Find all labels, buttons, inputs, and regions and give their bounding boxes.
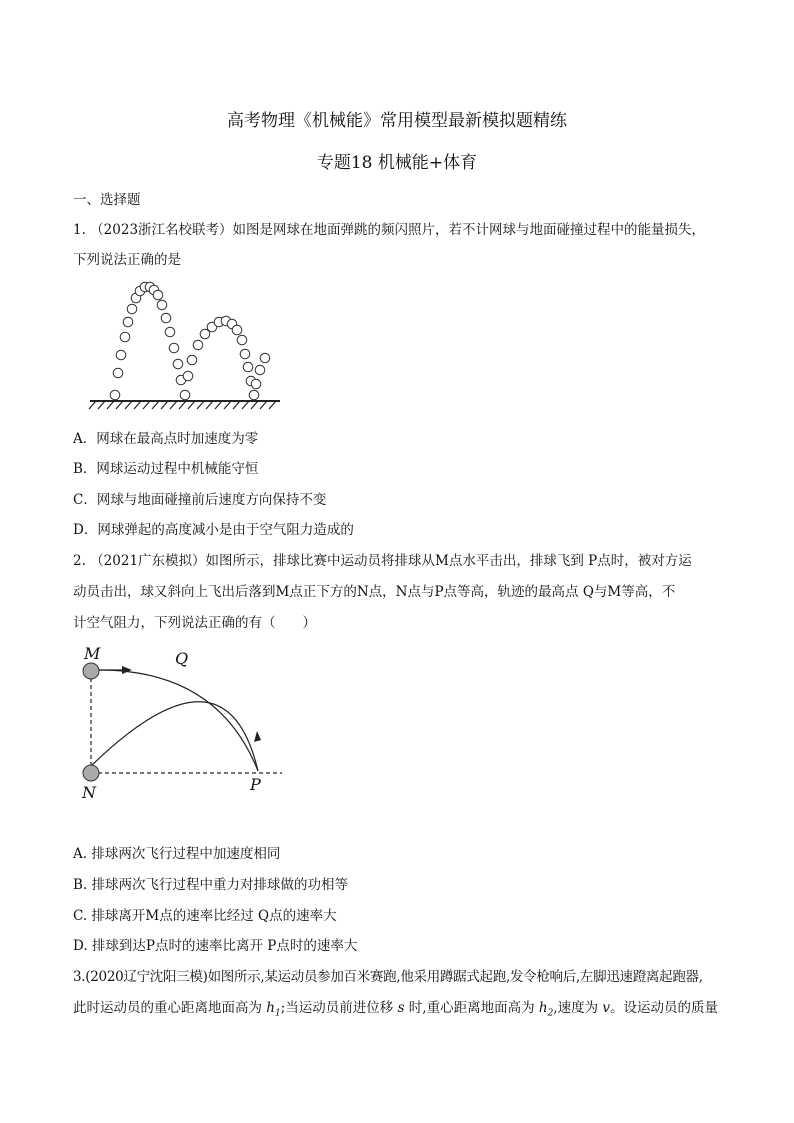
- ground-hatch-line: [197, 401, 204, 409]
- q1-option-a: A．网球在最高点时加速度为零: [73, 431, 259, 447]
- q3-stem-line2: [73, 996, 733, 1019]
- q2-stem-line3: 计空气阻力，下列说法正确的有（ ）: [73, 615, 316, 631]
- ground-hatch-line: [125, 401, 132, 409]
- ground-hatch-line: [179, 401, 186, 409]
- q2-option-c: C. 排球离开M点的速率比经过 Q点的速率大: [73, 908, 337, 924]
- trajectory-p-to-n: [91, 702, 258, 771]
- q2-option-a: A. 排球两次飞行过程中加速度相同: [73, 846, 281, 862]
- ground-hatch-line: [107, 401, 114, 409]
- q3-stem-line1: 3.(2020辽宁沈阳三模)如图所示,某运动员参加百米赛跑,他采用蹲踞式起跑,发令枪响后,左脚迅速蹬离起跑器,: [73, 969, 703, 985]
- var-h2: $h_2$: [538, 1000, 554, 1019]
- tennis-ball-snapshot: [127, 304, 137, 314]
- tennis-ball-snapshot: [113, 368, 123, 378]
- ground-hatch-line: [98, 401, 105, 409]
- ground-hatch-line: [215, 401, 222, 409]
- tennis-ball-snapshot: [153, 290, 163, 300]
- ground-hatch-line: [251, 401, 258, 409]
- tennis-ball-snapshot: [157, 300, 167, 310]
- tennis-ball-snapshot: [187, 355, 197, 365]
- tennis-ball-snapshot: [165, 327, 175, 337]
- tennis-ball-snapshot: [249, 390, 259, 400]
- q3-text-c: 时,重心距离地面高为: [404, 1000, 539, 1016]
- ground-hatch-line: [134, 401, 141, 409]
- var-s: s: [397, 1000, 405, 1016]
- tennis-ball-snapshot: [251, 379, 261, 389]
- q1-bouncing-ball-figure: [88, 278, 288, 413]
- q1-option-b: B．网球运动过程中机械能守恒: [73, 461, 259, 477]
- tennis-ball-snapshot: [123, 317, 133, 327]
- q2-stem-line1: 2. （2021广东模拟）如图所示，排球比赛中运动员将排球从M点水平击出，排球飞到 P点时，被对方运: [73, 553, 692, 569]
- ground-hatch-line: [170, 401, 177, 409]
- section-heading: 一、选择题: [73, 192, 141, 208]
- tennis-ball-snapshot: [161, 313, 171, 323]
- trajectory-m-to-p: [99, 670, 258, 771]
- ground-hatch-line: [224, 401, 231, 409]
- ground-hatch-line: [242, 401, 249, 409]
- arrow-head-m: [122, 666, 132, 674]
- ground-hatch-line: [89, 401, 96, 409]
- q2-option-d: D. 排球到达P点时的速率比离开 P点时的速率大: [73, 938, 358, 954]
- tennis-ball-snapshot: [116, 350, 126, 360]
- label-q: Q: [175, 649, 189, 668]
- q3-text-a: 此时运动员的重心距离地面高为: [73, 1000, 267, 1016]
- q1-option-c: C．网球与地面碰撞前后速度方向保持不变: [73, 492, 327, 508]
- q1-stem-line1: 1. （2023浙江名校联考）如图是网球在地面弹跳的频闪照片，若不计网球与地面碰撞过程中的能量损失，: [73, 222, 706, 238]
- document-title: 高考物理《机械能》常用模型最新模拟题精练: [227, 111, 567, 131]
- label-p: P: [250, 775, 261, 794]
- ball-m: [83, 663, 99, 679]
- tennis-ball-snapshot: [110, 390, 120, 400]
- tennis-ball-snapshot: [260, 353, 270, 363]
- q3-text-e: 。设运动员的质量: [610, 1000, 719, 1016]
- ground-hatch-line: [161, 401, 168, 409]
- q2-volleyball-figure: [78, 640, 288, 800]
- q2-option-b: B. 排球两次飞行过程中重力对排球做的功相等: [73, 877, 349, 893]
- ground-hatch-line: [269, 401, 276, 409]
- tennis-ball-snapshot: [232, 325, 242, 335]
- q1-stem-line2: 下列说法正确的是: [73, 252, 181, 268]
- tennis-ball-snapshot: [240, 349, 250, 359]
- ground-hatch-line: [152, 401, 159, 409]
- tennis-ball-snapshot: [173, 359, 183, 369]
- q2-stem-line2: 动员击出，球又斜向上飞出后落到M点正下方的N点，N点与P点等高，轨迹的最高点 Q与M等高，不: [73, 584, 676, 600]
- ground-hatch-line: [116, 401, 123, 409]
- ball-n: [83, 765, 99, 781]
- ground-hatch-line: [143, 401, 150, 409]
- q1-option-d: D．网球弹起的高度减小是由于空气阻力造成的: [73, 522, 354, 538]
- label-n: N: [82, 783, 96, 802]
- tennis-ball-snapshot: [243, 362, 253, 372]
- q3-text-d: ,速度为: [553, 1000, 603, 1016]
- tennis-ball-snapshot: [120, 332, 130, 342]
- label-m: M: [84, 644, 101, 663]
- ground-hatch-line: [260, 401, 267, 409]
- tennis-ball-snapshot: [193, 340, 203, 350]
- ground-hatch-line: [206, 401, 213, 409]
- var-h1: $h_1$: [266, 1000, 281, 1019]
- tennis-ball-snapshot: [183, 371, 193, 381]
- tennis-ball-snapshot: [255, 365, 265, 375]
- tennis-ball-snapshot: [169, 343, 179, 353]
- ground-hatching: [89, 401, 280, 409]
- ground-hatch-line: [188, 401, 195, 409]
- tennis-ball-snapshot: [237, 335, 247, 345]
- ground-hatch-line: [233, 401, 240, 409]
- var-v: v: [602, 1000, 611, 1016]
- q3-text-b: ;当运动员前进位移: [280, 1000, 398, 1016]
- tennis-ball-snapshot: [180, 390, 190, 400]
- document-subtitle: 专题18 机械能+体育: [316, 153, 478, 173]
- arrow-head-p: [254, 731, 261, 742]
